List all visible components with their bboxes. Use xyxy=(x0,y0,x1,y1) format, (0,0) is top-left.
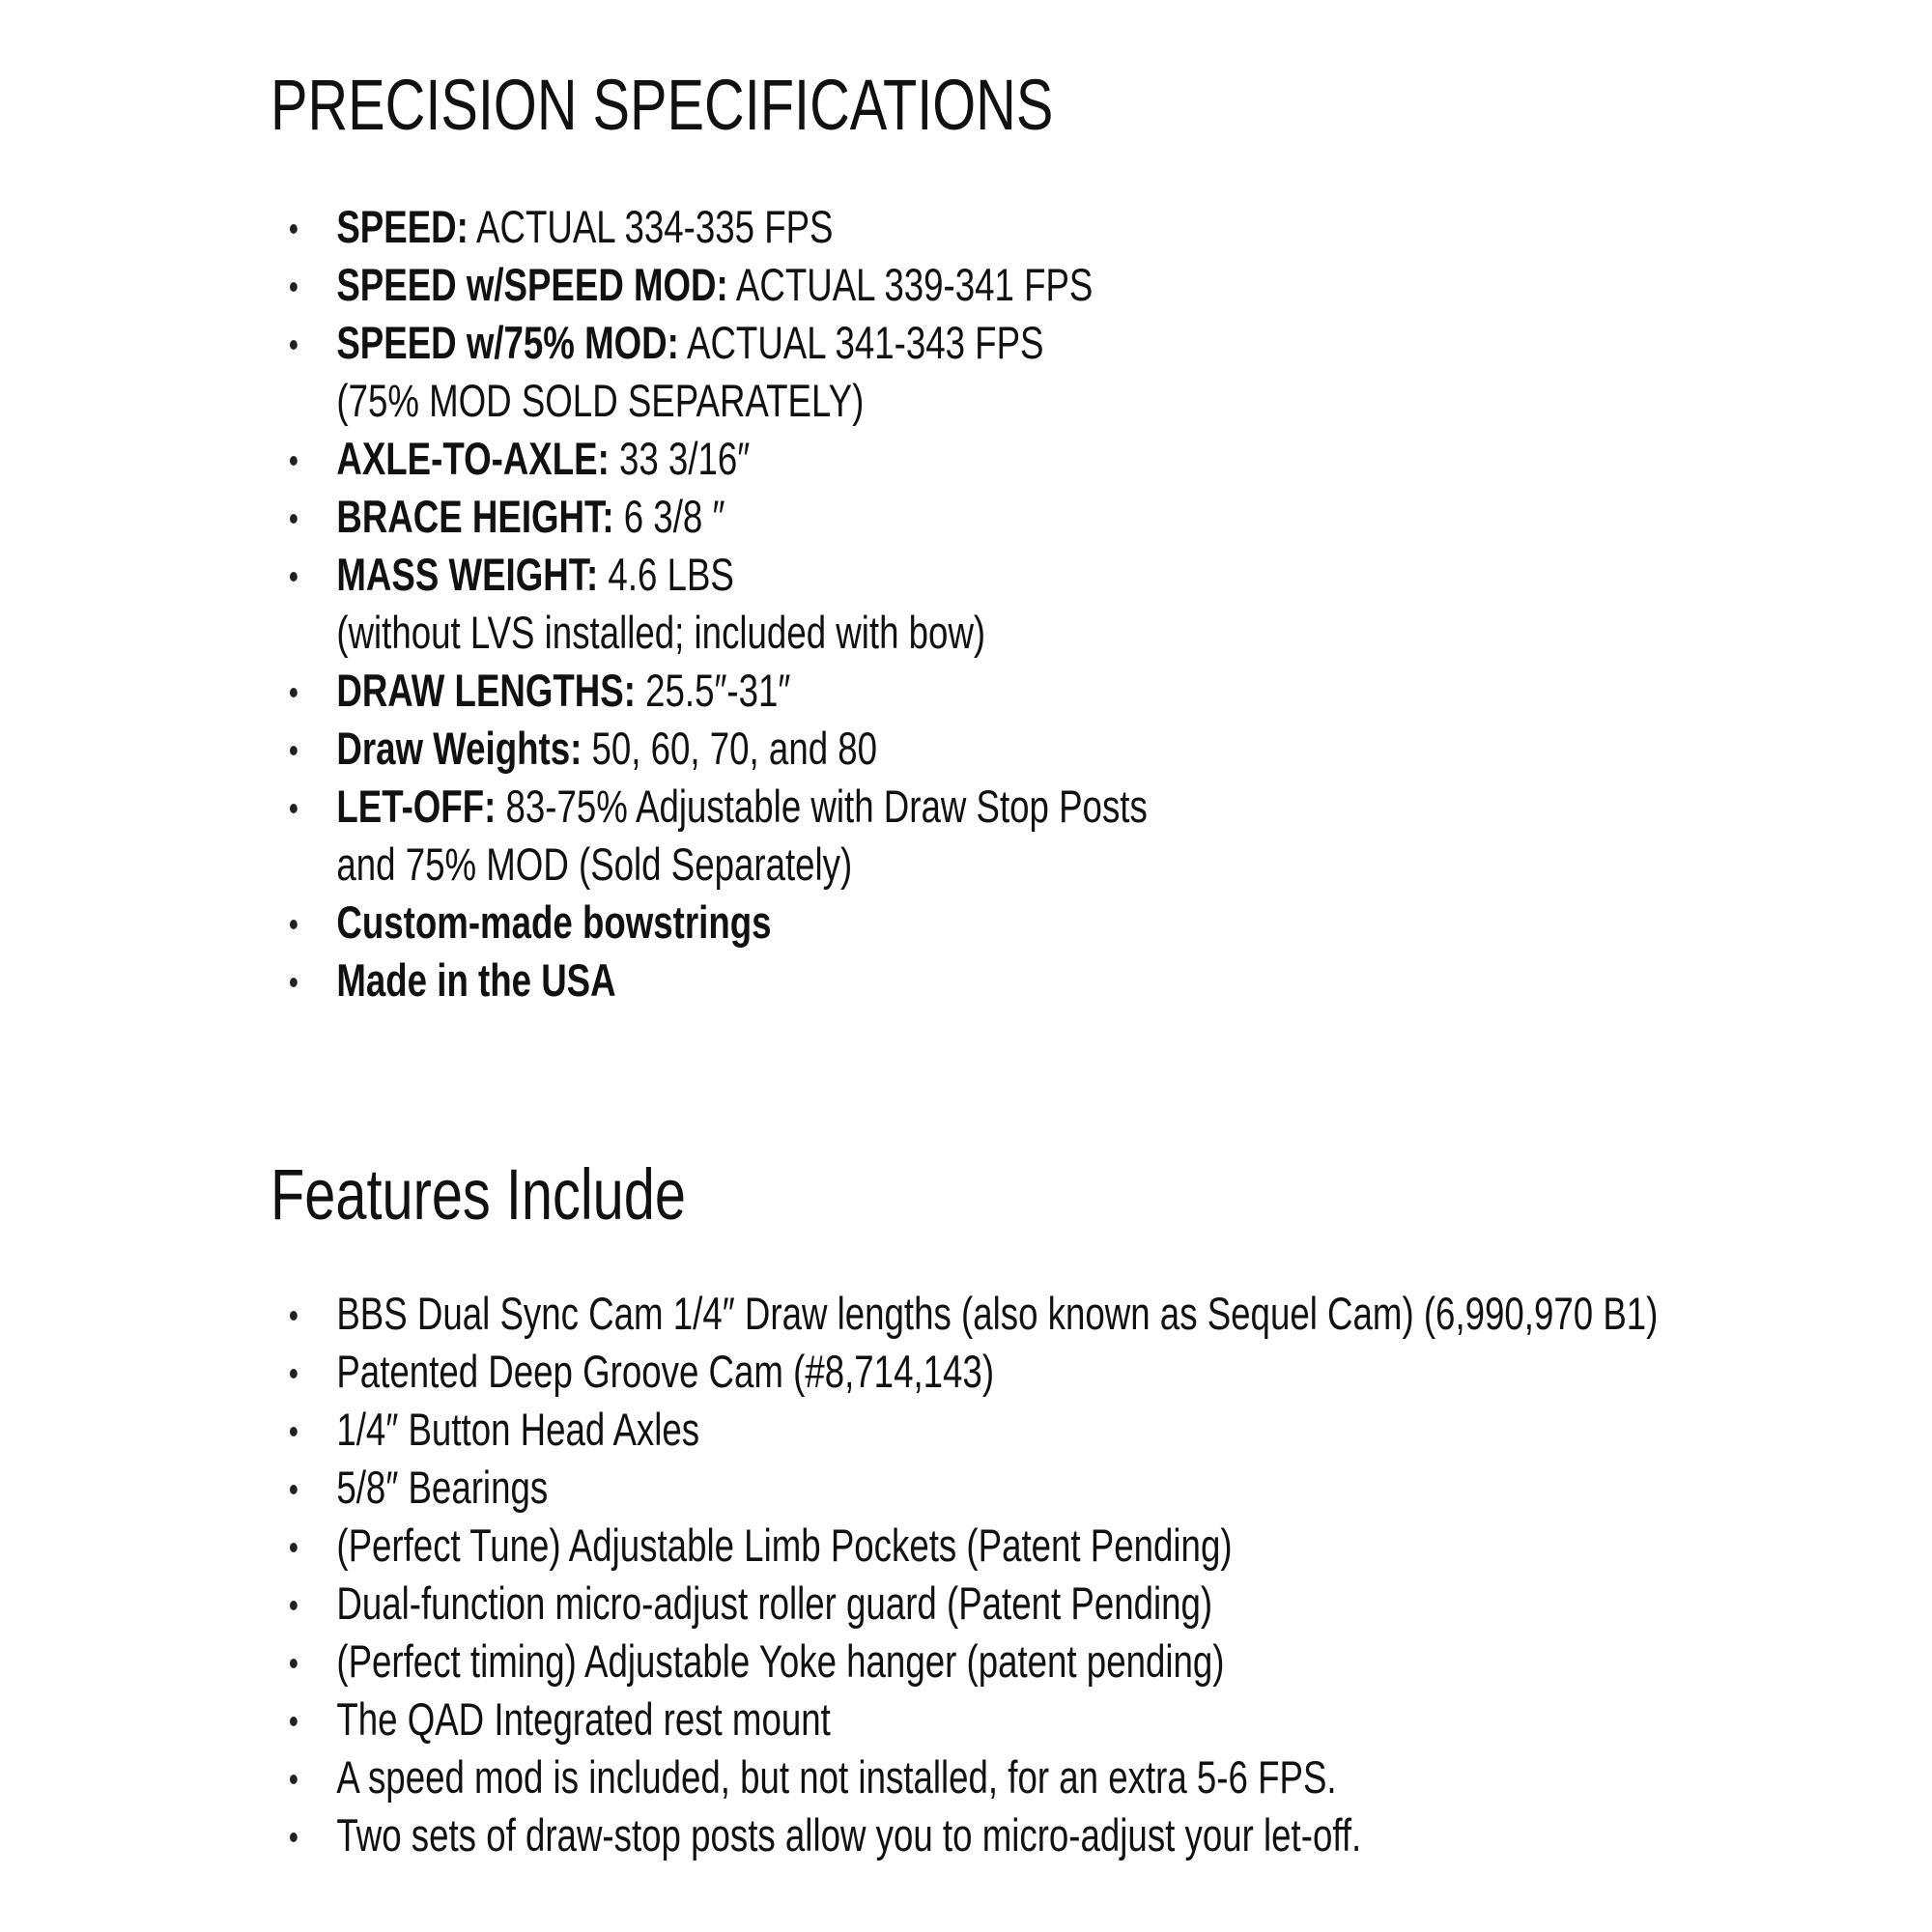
spec-item-speed xyxy=(290,198,1872,256)
spec-item-speed-mod xyxy=(290,256,1872,314)
spec-item-custom-bowstrings xyxy=(290,894,1872,952)
spec-value: 6 3/8 ″ xyxy=(613,491,725,542)
spec-note: (without LVS installed; included with bow) xyxy=(336,607,986,658)
spec-item-made-in-usa xyxy=(290,952,1872,1009)
spec-item-draw-weights xyxy=(290,720,1872,778)
spec-label: BRACE HEIGHT: xyxy=(336,491,614,542)
feature-item: (Perfect timing) Adjustable Yoke hanger (patent pending) xyxy=(290,1633,1872,1690)
spec-item-mass-weight xyxy=(290,546,1872,662)
spec-label: AXLE-TO-AXLE: xyxy=(336,433,610,484)
spec-value: ACTUAL 334-335 FPS xyxy=(468,201,834,252)
spec-label: Custom-made bowstrings xyxy=(336,896,772,948)
spec-item-draw-lengths xyxy=(290,662,1872,720)
specifications-list xyxy=(290,198,1872,1009)
features-list xyxy=(290,1285,1872,1864)
feature-item: 1/4″ Button Head Axles xyxy=(290,1401,1872,1459)
spec-label: DRAW LENGTHS: xyxy=(336,665,636,716)
spec-note: and 75% MOD (Sold Separately) xyxy=(336,838,853,890)
specifications-heading: PRECISION SPECIFICATIONS xyxy=(270,65,1054,145)
spec-label: SPEED w/SPEED MOD: xyxy=(336,259,728,310)
spec-value: ACTUAL 339-341 FPS xyxy=(727,259,1094,310)
feature-item: (Perfect Tune) Adjustable Limb Pockets (Patent Pending) xyxy=(290,1517,1872,1575)
feature-item: A speed mod is included, but not installed, for an extra 5-6 FPS. xyxy=(290,1748,1872,1806)
feature-item: Dual-function micro-adjust roller guard (Patent Pending) xyxy=(290,1575,1872,1633)
spec-item-brace-height xyxy=(290,488,1872,546)
feature-item: Patented Deep Groove Cam (#8,714,143) xyxy=(290,1343,1872,1401)
spec-value: 33 3/16″ xyxy=(609,433,751,484)
feature-item: The QAD Integrated rest mount xyxy=(290,1690,1872,1748)
feature-item: 5/8″ Bearings xyxy=(290,1459,1872,1517)
feature-item: BBS Dual Sync Cam 1/4″ Draw lengths (also known as Sequel Cam) (6,990,970 B1) xyxy=(290,1285,1872,1343)
feature-item: Two sets of draw-stop posts allow you to micro-adjust your let-off. xyxy=(290,1806,1872,1864)
spec-label: Made in the USA xyxy=(336,954,616,1006)
spec-label: SPEED: xyxy=(336,201,469,252)
spec-label: MASS WEIGHT: xyxy=(336,549,599,600)
spec-label: SPEED w/75% MOD: xyxy=(336,317,679,368)
spec-item-speed-75-mod xyxy=(290,314,1872,430)
spec-value: 4.6 LBS xyxy=(598,549,734,600)
spec-item-axle-to-axle xyxy=(290,430,1872,488)
spec-label: Draw Weights: xyxy=(336,723,582,774)
spec-value: 83-75% Adjustable with Draw Stop Posts xyxy=(496,781,1148,832)
spec-value: 25.5″-31″ xyxy=(635,665,791,716)
spec-value: ACTUAL 341-343 FPS xyxy=(678,317,1044,368)
features-heading: Features Include xyxy=(270,1154,686,1235)
spec-item-let-off xyxy=(290,778,1872,894)
spec-label: LET-OFF: xyxy=(336,781,497,832)
spec-note: (75% MOD SOLD SEPARATELY) xyxy=(336,375,865,426)
spec-value: 50, 60, 70, and 80 xyxy=(582,723,878,774)
